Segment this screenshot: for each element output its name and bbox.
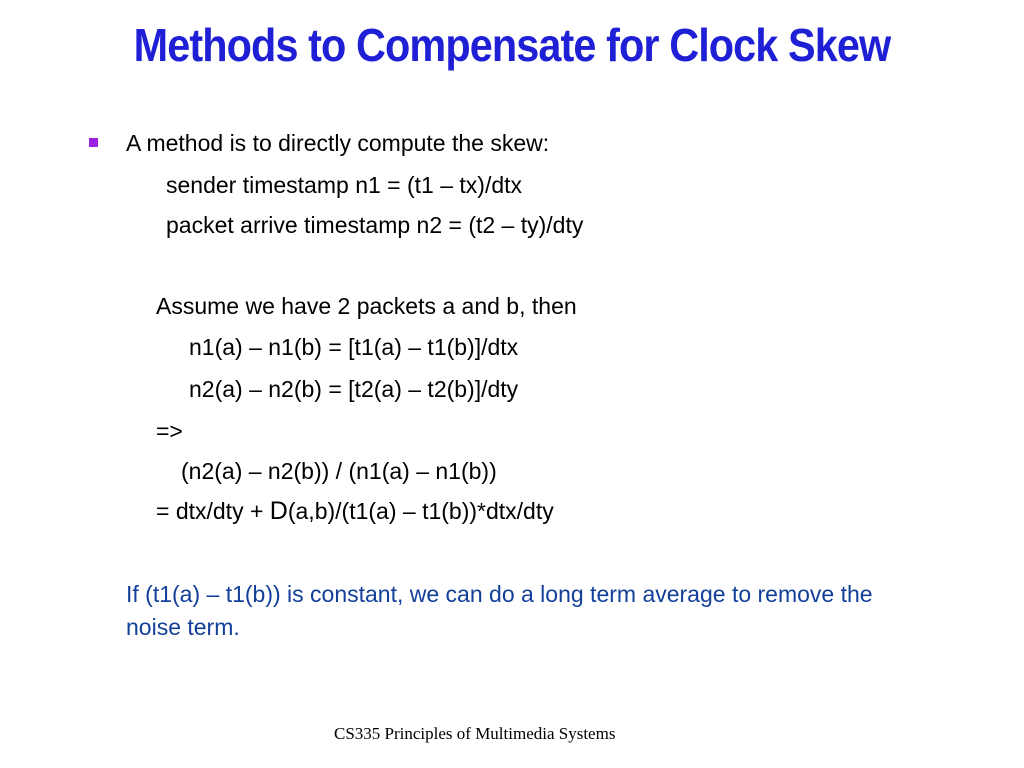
n2-difference-line: n2(a) – n2(b) = [t2(a) – t2(b)]/dty — [189, 376, 519, 402]
result-line — [156, 497, 554, 525]
footer-course: CS335 Principles of Multimedia Systems — [334, 724, 616, 743]
ratio-line: (n2(a) – n2(b)) / (n1(a) – n1(b)) — [181, 458, 497, 484]
constant-note: If (t1(a) – t1(b)) is constant, we can do a long term average to remove the noise term. — [126, 581, 873, 640]
bullet-text: A method is to directly compute the skew: — [126, 130, 550, 156]
bullet-marker — [89, 138, 98, 147]
sender-timestamp-line: sender timestamp n1 = (t1 – tx)/dtx — [166, 172, 523, 198]
slide-title: Methods to Compensate for Clock Skew — [133, 19, 891, 71]
assume-line: Assume we have 2 packets a and b, then — [156, 293, 577, 319]
result-suffix: (a,b)/(t1(a) – t1(b))*dtx/dty — [287, 498, 554, 524]
implies-line: => — [156, 418, 183, 444]
packet-timestamp-line: packet arrive timestamp n2 = (t2 – ty)/dty — [166, 212, 584, 238]
result-d-symbol: D — [269, 497, 288, 525]
n1-difference-line: n1(a) – n1(b) = [t1(a) – t1(b)]/dtx — [189, 334, 519, 360]
result-prefix: = dtx/dty + — [156, 498, 270, 524]
